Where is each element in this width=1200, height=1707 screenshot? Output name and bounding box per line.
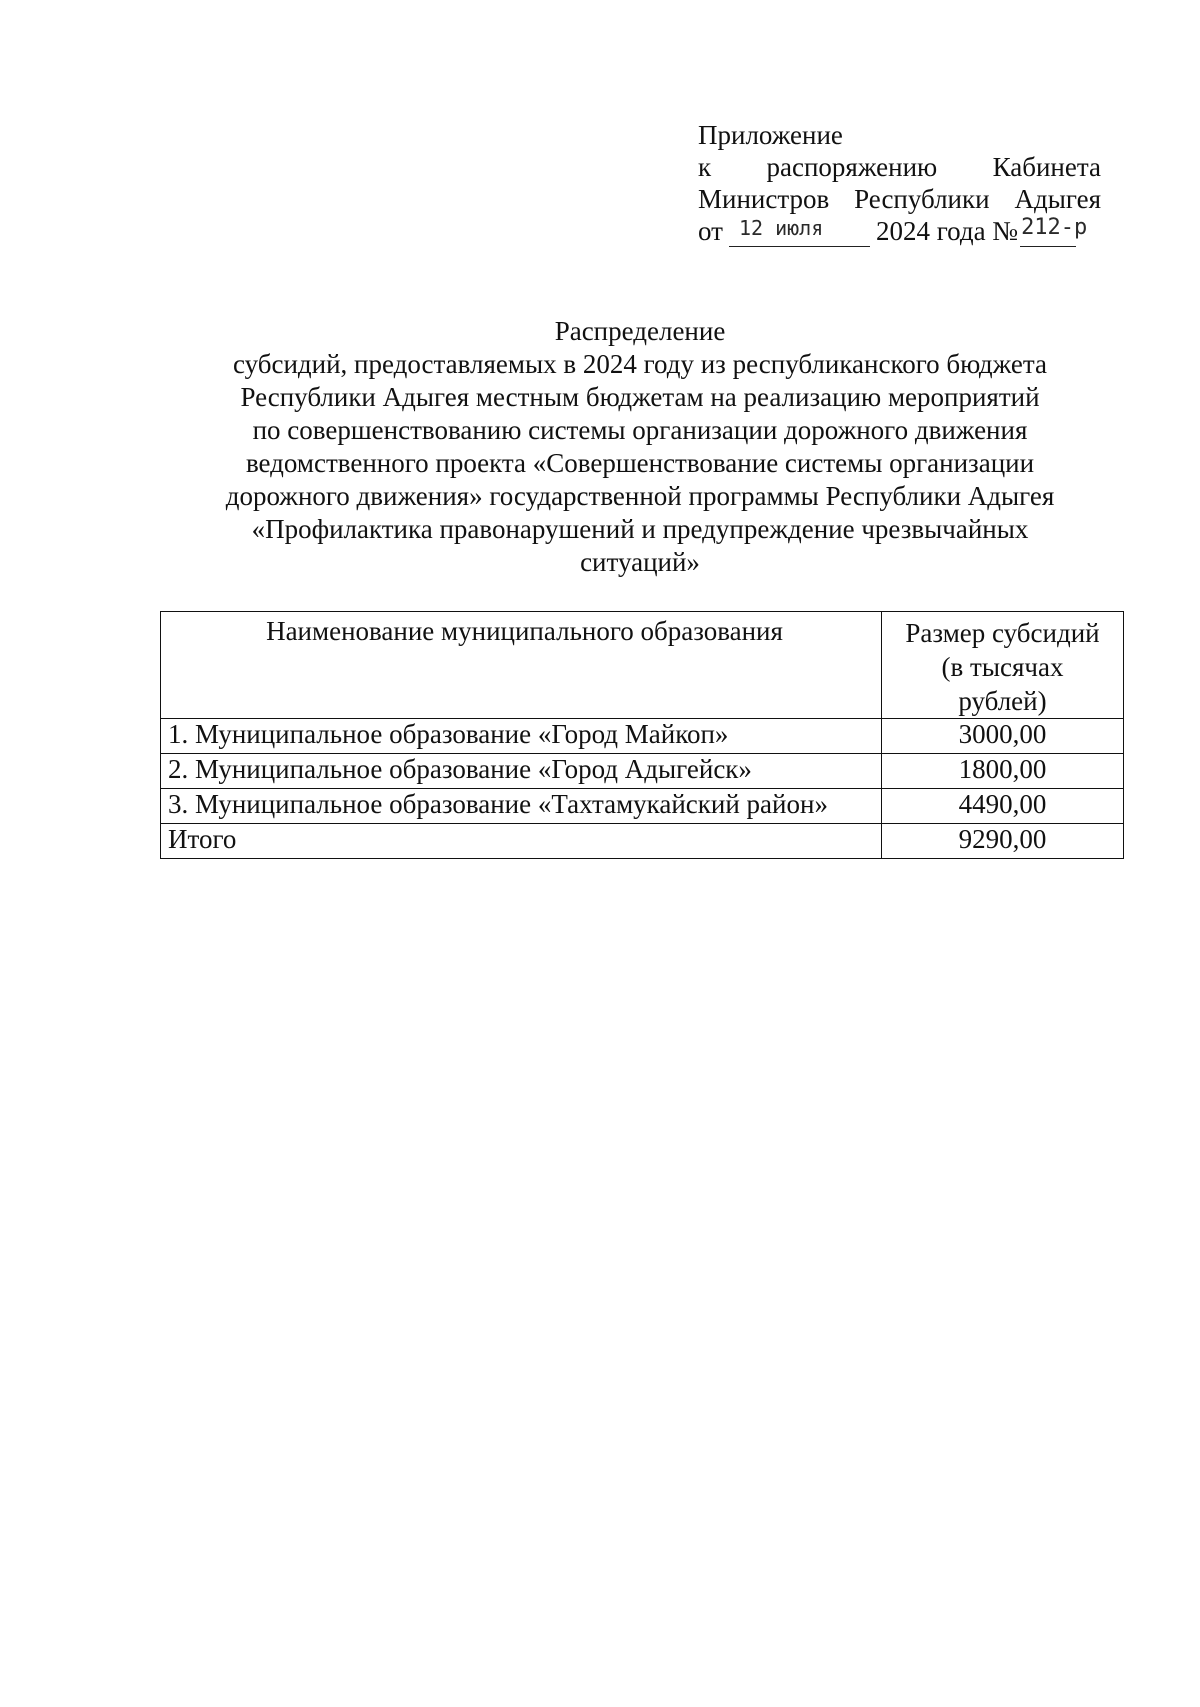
table-row [161, 754, 1124, 789]
year-text: 2024 года № [875, 216, 1019, 246]
table-row [161, 719, 1124, 754]
title-line: «Профилактика правонарушений и предупреждение чрезвычайных [251, 514, 1029, 544]
appendix-word: к [698, 152, 712, 182]
appendix-block [698, 119, 1101, 247]
date-field [729, 216, 870, 247]
appendix-date-line [698, 215, 1101, 247]
total-amount: 9290,00 [882, 824, 1124, 859]
municipality-name: 3. Муниципальное образование «Тахтамукайский район» [161, 789, 882, 824]
appendix-word: Республики [854, 184, 990, 214]
appendix-line-order [698, 151, 1101, 183]
subsidy-table [160, 611, 1124, 859]
handwritten-order-number: 212-р [1021, 215, 1088, 240]
title-heading: Распределение [554, 316, 726, 346]
total-row [161, 824, 1124, 859]
handwritten-date: 12 июля [738, 216, 824, 240]
title-line: дорожного движения» государственной программы Республики Адыгея [225, 481, 1055, 511]
date-prefix: от [698, 216, 723, 246]
municipality-name: 2. Муниципальное образование «Город Адыгейск» [161, 754, 882, 789]
table-header-row [161, 612, 1124, 719]
municipality-name: 1. Муниципальное образование «Город Майкоп» [161, 719, 882, 754]
order-number-field [1020, 215, 1088, 247]
subsidy-amount: 3000,00 [882, 719, 1124, 754]
header-amount-line: Размер субсидий [905, 618, 1100, 648]
subsidy-amount: 1800,00 [882, 754, 1124, 789]
table-row [161, 789, 1124, 824]
appendix-word: распоряжению [766, 152, 938, 182]
title-line: Республики Адыгея местным бюджетам на реализацию мероприятий [240, 382, 1040, 412]
header-municipality: Наименование муниципального образования [161, 612, 882, 719]
header-amount-line: рублей) [958, 686, 1047, 716]
title-line: по совершенствованию системы организации дорожного движения [252, 415, 1028, 445]
document-title [160, 315, 1120, 579]
title-line: ведомственного проекта «Совершенствование системы организации [245, 448, 1035, 478]
appendix-line-ministers [698, 183, 1101, 215]
header-amount-line: (в тысячах [941, 652, 1064, 682]
subsidy-amount: 4490,00 [882, 789, 1124, 824]
title-line: субсидий, предоставляемых в 2024 году из республиканского бюджета [232, 349, 1048, 379]
header-amount [882, 612, 1124, 719]
total-label: Итого [161, 824, 882, 859]
appendix-word: Адыгея [1014, 184, 1101, 214]
appendix-word: Министров [698, 184, 830, 214]
appendix-word: Кабинета [992, 152, 1101, 182]
appendix-title: Приложение [698, 120, 843, 150]
title-line: ситуаций» [580, 547, 700, 577]
